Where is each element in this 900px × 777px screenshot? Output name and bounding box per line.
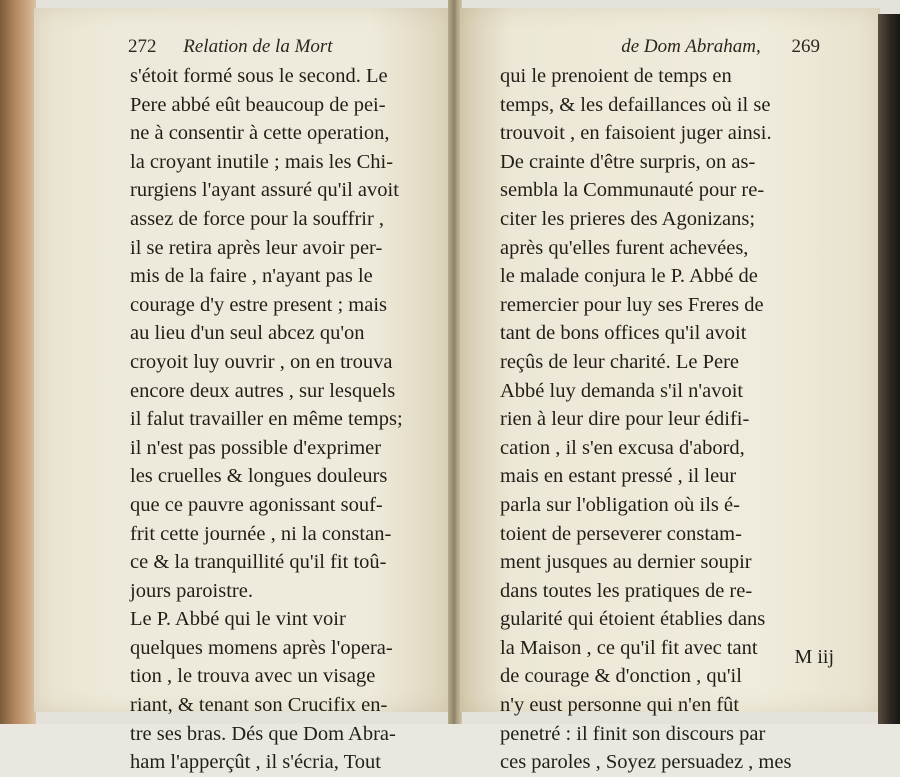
text-line: Pere abbé eût beaucoup de pei- [130,93,386,116]
right-page [460,8,880,774]
text-line: citer les prieres des Agonizans; [500,207,756,230]
signature-mark: M iij [794,646,834,668]
text-line: encore deux autres , sur lesquels [130,379,396,402]
text-line: qui le prenoient de temps en [500,65,732,87]
text-line: trouvoit , en faisoient juger ainsi. [500,122,772,145]
left-running-head [128,36,428,58]
text-line: de courage & d'onction , qu'il [500,665,742,688]
left-running-title: Relation de la Mort [183,36,333,57]
text-line: au lieu d'un seul abcez qu'on [130,322,365,345]
right-page-number: 269 [791,36,820,57]
text-line: rien à leur dire pour leur édifi- [500,408,750,431]
text-line: cation , il s'en excusa d'abord, [500,436,745,459]
text-line: la croyant inutile ; mais les Chi- [130,150,394,173]
text-line: De crainte d'être surpris, on as- [500,150,756,173]
text-line: Le P. Abbé qui le vint voir [130,608,346,631]
book-edge-right [878,14,900,724]
text-line: frit cette journée , ni la constan- [130,522,392,545]
text-line: s'étoit formé sous le second. Le [130,65,388,87]
text-line: mais en estant pressé , il leur [500,465,737,488]
text-line: toient de perseverer constam- [500,522,742,545]
text-line: tant de bons offices qu'il avoit [500,322,747,345]
text-line: Abbé luy demanda s'il n'avoit [500,379,744,402]
text-line: ham l'apperçût , il s'écria, Tout [130,751,381,774]
text-line: ment jusques au dernier soupir [500,551,752,574]
left-page-text [130,62,440,777]
text-line: que ce pauvre agonissant souf- [130,493,383,516]
text-line: sembla la Communauté pour re- [500,179,765,202]
text-line: riant, & tenant son Crucifix en- [130,694,388,717]
text-line: reçûs de leur charité. Le Pere [500,350,740,373]
text-line: ce & la tranquillité qu'il fit toû- [130,551,387,574]
text-line: le malade conjura le P. Abbé de [500,265,758,288]
text-line: temps, & les defaillances où il se [500,93,771,116]
text-line: gularité qui étoient établies dans [500,608,766,631]
left-page [34,8,452,774]
text-line: quelques momens après l'opera- [130,636,393,659]
text-line: les cruelles & longues douleurs [130,465,388,488]
text-line: il se retira après leur avoir per- [130,236,383,259]
text-line: rurgiens l'ayant assuré qu'il avoit [130,179,399,202]
text-line: jours paroistre. [130,579,253,602]
text-line: penetré : il finit son discours par [500,722,766,745]
right-page-text [500,62,830,777]
text-line: mis de la faire , n'ayant pas le [130,265,373,288]
text-line: dans toutes les pratiques de re- [500,579,753,602]
book-edge-left [0,0,36,724]
right-running-head [520,36,820,58]
text-line: ces paroles , Soyez persuadez , mes [500,751,792,774]
text-line: il n'est pas possible d'exprimer [130,436,382,459]
text-line: il falut travailler en même temps; [130,408,403,431]
left-page-number: 272 [128,36,157,57]
text-line: après qu'elles furent achevées, [500,236,749,259]
text-line: ne à consentir à cette operation, [130,122,390,145]
text-line: assez de force pour la souffrir , [130,207,385,230]
text-line: remercier pour luy ses Freres de [500,293,764,316]
text-line: tion , le trouva avec un visage [130,665,376,688]
text-line: courage d'y estre present ; mais [130,293,388,316]
text-line: tre ses bras. Dés que Dom Abra- [130,722,396,745]
text-line: parla sur l'obligation où ils é- [500,493,740,516]
text-line: n'y eust personne qui n'en fût [500,694,740,717]
text-line: la Maison , ce qu'il fit avec tant [500,636,758,659]
right-running-title: de Dom Abraham, [621,36,761,57]
text-line: croyoit luy ouvrir , on en trouva [130,350,393,373]
